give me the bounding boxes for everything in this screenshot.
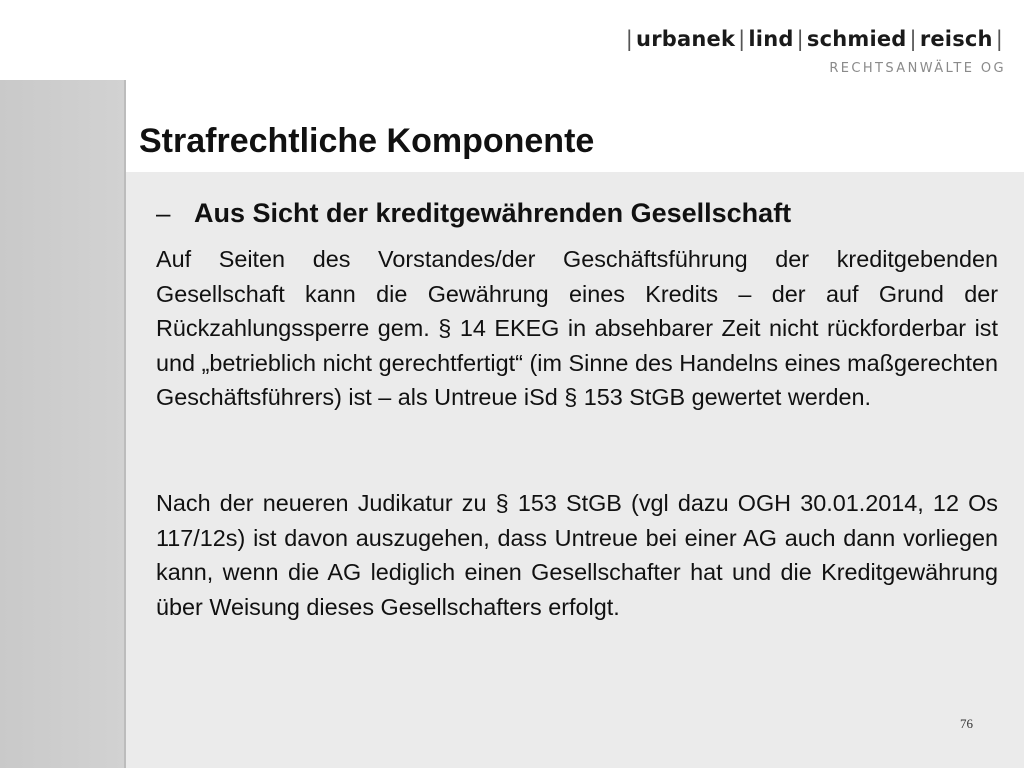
left-decorative-bar xyxy=(0,80,126,768)
body-paragraph-1: Auf Seiten des Vorstandes/der Geschäftsführung der kreditgebenden Gesellschaft kann die Gewährung eines Kredits – der auf Grund der Rückzahlungssperre gem. § 14 EKEG in absehbarer Zeit nicht rückforderbar ist und „betrieblich nicht gerechtfertigt“ (im Sinne des Handelns eines maßgerechten Geschäftsführers) ist – als Untreue iSd § 153 StGB gewertet werden. xyxy=(156,246,998,411)
firm-logo xyxy=(623,24,1006,78)
logo-wordmark xyxy=(623,24,1006,54)
bullet-item xyxy=(156,194,998,232)
logo-subtitle: RECHTSANWÄLTE OG xyxy=(829,61,1006,76)
logo-name-schmied: schmied xyxy=(806,27,907,51)
logo-separator: | xyxy=(995,27,1003,51)
page-title: Strafrechtliche Komponente xyxy=(139,122,595,160)
logo-separator: | xyxy=(738,27,746,51)
logo-name-urbanek: urbanek xyxy=(636,27,736,51)
page-number: 76 xyxy=(960,716,973,731)
logo-separator: | xyxy=(909,27,917,51)
logo-name-reisch: reisch xyxy=(919,27,993,51)
bullet-heading: Aus Sicht der kreditgewährenden Gesellschaft xyxy=(194,198,792,228)
logo-name-lind: lind xyxy=(748,27,794,51)
logo-separator: | xyxy=(625,27,634,51)
dash-bullet-icon: – xyxy=(156,197,171,228)
body-paragraph-2: Nach der neueren Judikatur zu § 153 StGB (vgl dazu OGH 30.01.2014, 12 Os 117/12s) ist davon auszugehen, dass Untreue bei einer AG auch dann vorliegen kann, wenn die AG lediglich einen Gesellschafter hat und die Kreditgewährung über Weisung dieses Gesellschafters erfolgt. xyxy=(156,490,998,620)
logo-separator: | xyxy=(796,27,804,51)
